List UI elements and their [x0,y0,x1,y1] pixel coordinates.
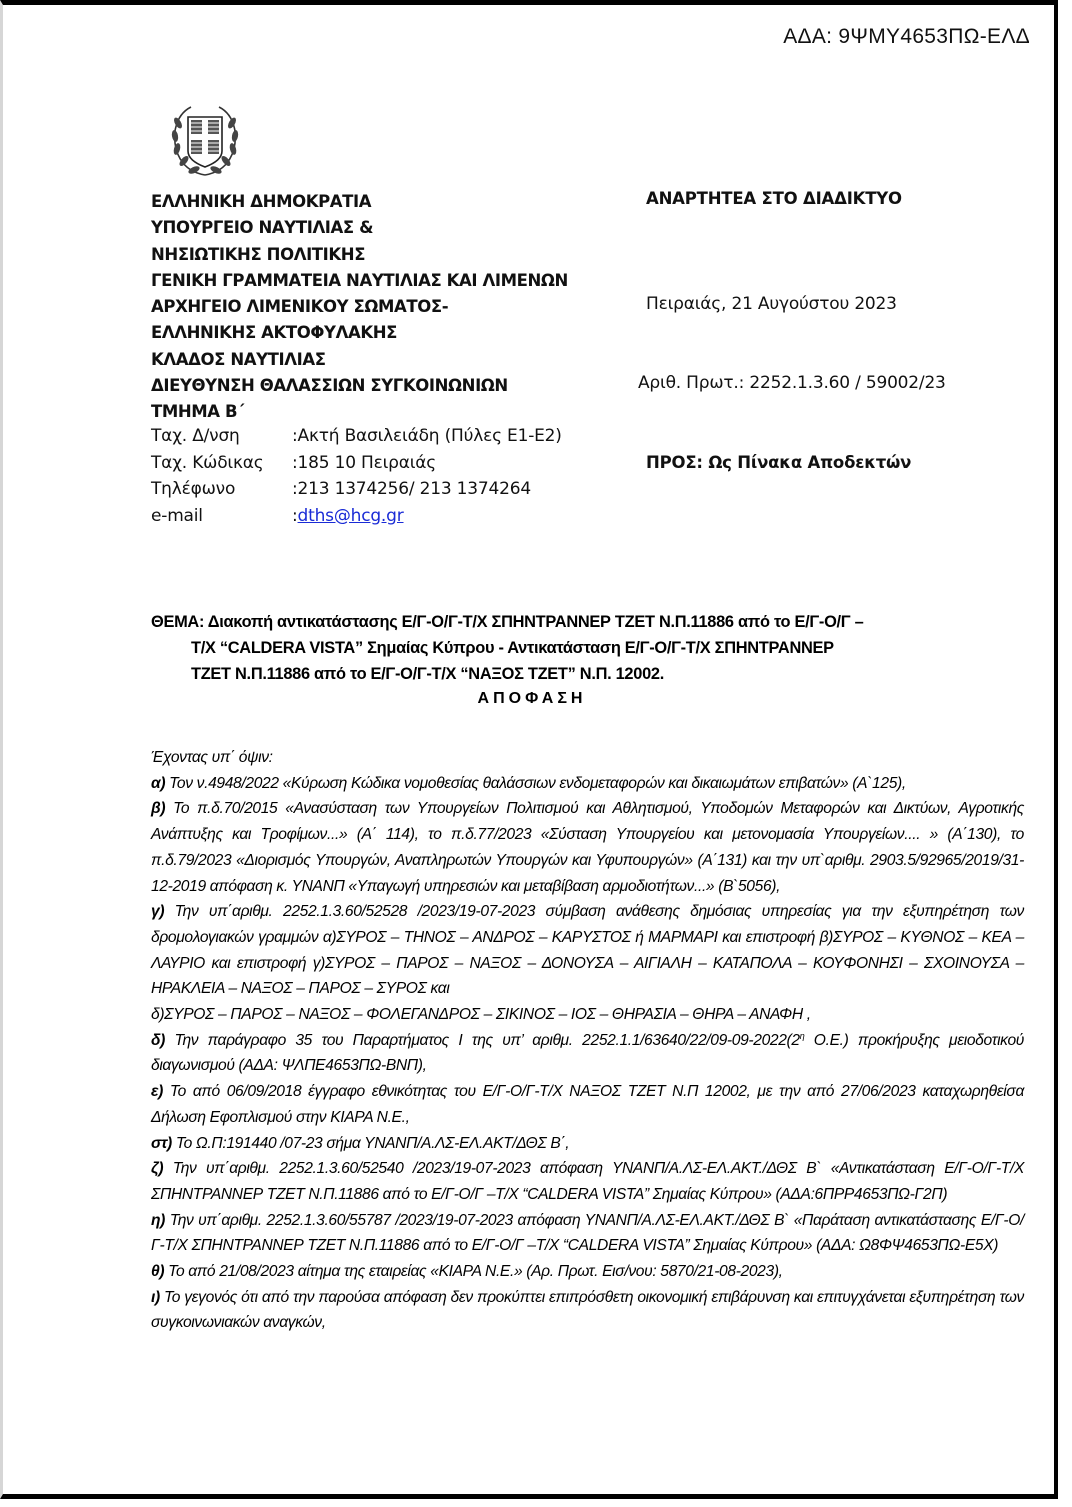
item-text: Τον ν.4948/2022 «Κύρωση Κώδικα νομοθεσίας θαλάσσιων ενδομεταφορών και δικαιωμάτων επιβατών» (Α`125), [165,774,906,792]
item-text: Ο.Ε.) προκήρυξης μειοδοτικού διαγωνισμού (ΑΔΑ: ΨΛΠΕ4653ΠΩ-ΒΝΠ), [151,1031,1024,1075]
item-text: Το από 06/09/2018 έγγραφο εθνικότητας του Ε/Γ-Ο/Γ-Τ/Χ ΝΑΞΟΣ ΤΖΕΤ Ν.Π 12002, με την από 27/06/2023 καταχωρηθείσα Δήλωση Εφοπλισμού στην ΚΙΑΡΑ Ν.Ε., [151,1083,1024,1126]
postal-label: Ταχ. Κώδικας [151,452,264,473]
sender-line: ΝΗΣΙΩΤΙΚΗΣ ΠΟΛΙΤΙΚΗΣ [151,244,366,264]
consideration-item [151,1079,1024,1130]
item-text: Την υπ΄αριθμ. 2252.1.3.60/55787 /2023/19-07-2023 απόφαση ΥΝΑΝΠ/Α.ΛΣ-ΕΛ.ΑΚΤ./ΔΘΣ Β` «Παράταση αντικατάστασης Ε/Γ-Ο/Γ-Τ/Χ ΣΠΗΝΤΡΑΝΝΕΡ ΤΖΕΤ Ν.Π.11886 από το Ε/Γ-Ο/Γ –Τ/Χ “CALDERA VISTA” Σημαίας Κύπρου» (ΑΔΑ: Ω8ΦΨ4653ΠΩ-Ε5Χ) [151,1211,1024,1255]
item-text: Το γεγονός ότι από την παρούσα απόφαση δεν προκύπτει επιπρόσθετη οικονομική επιβάρυνση και επιτυγχάνεται εξυπηρέτηση των συγκοινωνιακών αναγκών, [151,1288,1024,1332]
consideration-item-continuation: δ)ΣΥΡΟΣ – ΠΑΡΟΣ – ΝΑΞΟΣ – ΦΟΛΕΓΑΝΔΡΟΣ – ΣΙΚΙΝΟΣ – ΙΟΣ – ΘΗΡΑΣΙΑ – ΘΗΡΑ – ΑΝΑΦΗ , [151,1006,811,1024]
item-text: Το από 21/08/2023 αίτημα της εταιρείας «ΚΙΑΡΑ Ν.Ε.» (Αρ. Πρωτ. Εισ/νου: 5870/21-08-2023), [164,1263,783,1281]
item-marker: θ) [151,1263,165,1281]
item-text: Το π.δ.70/2015 «Ανασύσταση των Υπουργείων Πολιτισμού και Αθλητισμού, Υποδομών Μεταφορών και Δικτύων, Αγροτικής Ανάπτυξης και Τροφίμων...» (Α΄ 114), το π.δ.77/2023 «Σύσταση Υπουργείου και μετονομασία Υπουργείων.... » (Α΄130), το π.δ.79/2023 «Διορισμός Υπουργών, Αναπληρωτών Υπουργών και Υφυπουργών» (Α΄131) και την υπ`αριθμ. 2903.5/92965/2019/31-12-2019 απόφαση κ. ΥΝΑΝΠ «Υπαγωγή υπηρεσιών και μεταβίβαση αρμοδιοτήτων...» (Β`5056), [151,800,1024,895]
address-row [151,423,562,450]
item-marker: ε) [151,1083,163,1101]
decision-title: ΑΠΟΦΑΣΗ [477,690,587,707]
sender-line: ΕΛΛΗΝΙΚΗΣ ΑΚΤΟΦΥΛΑΚΗΣ [151,323,397,343]
document-date: Πειραιάς, 21 Αυγούστου 2023 [646,294,897,314]
contact-block [151,423,562,529]
subject-line: ΘΕΜΑ: Διακοπή αντικατάστασης Ε/Γ-Ο/Γ-Τ/Χ ΣΠΗΝΤΡΑΝΝΕΡ ΤΖΕΤ Ν.Π.11886 από το Ε/Γ-Ο/Γ – [151,613,864,631]
item-text: Την υπ΄αριθμ. 2252.1.3.60/52540 /2023/19-07-2023 απόφαση ΥΝΑΝΠ/Α.ΛΣ-ΕΛ.ΑΚΤ./ΔΘΣ Β` «Αντικατάσταση Ε/Γ-Ο/Γ-Τ/Χ ΣΠΗΝΤΡΑΝΝΕΡ ΤΖΕΤ Ν.Π.11886 από το Ε/Γ-Ο/Γ –Τ/Χ “CALDERA VISTA” Σημαίας Κύπρου» (ΑΔΑ:6ΠΡΡ4653ΠΩ-Γ2Π) [151,1160,1024,1203]
item-marker: δ) [151,1031,166,1049]
consideration-item [151,1208,1024,1259]
item-text: Την υπ΄αριθμ. 2252.1.3.60/52528 /2023/19-07-2023 σύμβαση ανάθεσης δημόσιας υπηρεσίας για την εξυπηρέτηση των δρομολογιακών γραμμών α)ΣΥΡΟΣ – ΤΗΝΟΣ – ΑΝΔΡΟΣ – ΚΑΡΥΣΤΟΣ ή ΜΑΡΜΑΡΙ και επιστροφή β)ΣΥΡΟΣ – ΚΥΘΝΟΣ – ΚΕΑ – ΛΑΥΡΙΟ και επιστροφή γ)ΣΥΡΟΣ – ΠΑΡΟΣ – ΝΑΞΟΣ – ΔΟΝΟΥΣΑ – ΑΙΓΙΑΛΗ – ΚΑΤΑΠΟΛΑ – ΚΟΥΦΟΝΗΣΙ – ΣΧΟΙΝΟΥΣΑ – ΗΡΑΚΛΕΙΑ – ΝΑΞΟΣ – ΠΑΡΟΣ – ΣΥΡΟΣ και [151,903,1024,998]
phone-label: Τηλέφωνο [151,479,236,499]
sender-line: ΕΛΛΗΝΙΚΗ ΔΗΜΟΚΡΑΤΙΑ [151,192,372,211]
item-marker: γ) [151,903,165,921]
sender-line: ΑΡΧΗΓΕΙΟ ΛΙΜΕΝΙΚΟΥ ΣΩΜΑΤΟΣ- [151,297,449,317]
greek-coat-of-arms-icon [169,101,241,181]
consideration-item [151,1156,1024,1207]
sender-line: ΚΛΑΔΟΣ ΝΑΥΤΙΛΙΑΣ [151,349,326,369]
recipients: ΠΡΟΣ: Ως Πίνακα Αποδεκτών [646,453,912,472]
consideration-item [151,1285,1024,1336]
posted-online-notice: ΑΝΑΡΤΗΤΕΑ ΣΤΟ ΔΙΑΔΙΚΤΥΟ [646,189,902,208]
sender-line: ΥΠΟΥΡΓΕΙΟ ΝΑΥΤΙΛΙΑΣ & [151,218,374,238]
address-value: :Ακτή Βασιλειάδη (Πύλες Ε1-Ε2) [292,426,562,446]
item-text: Την παράγραφο 35 του Παραρτήματος Ι της υπ’ αριθμ. 2252.1.1/63640/22/09-09-2022(2 [165,1031,800,1049]
consideration-item [151,796,1024,899]
phone-row [151,476,562,503]
consideration-item [151,1131,1024,1157]
email-prefix: : [292,505,298,526]
item-marker: ι) [151,1288,160,1306]
considerations-body [151,745,1024,1336]
item-marker: ζ) [151,1160,164,1178]
subject-line: ΤΖΕΤ Ν.Π.11886 από το Ε/Γ-Ο/Γ-Τ/Χ “ΝΑΞΟΣ ΤΖΕΤ” Ν.Π. 12002. [191,665,664,683]
subject-block [151,609,1025,687]
consideration-item [151,771,1024,797]
email-label: e-mail [151,505,203,526]
email-link[interactable]: dths@hcg.gr [297,505,404,526]
email-row [151,503,562,530]
consideration-item [151,1028,1024,1079]
sender-line: ΔΙΕΥΘΥΝΣΗ ΘΑΛΑΣΣΙΩΝ ΣΥΓΚΟΙΝΩΝΙΩΝ [151,376,508,396]
sender-line: ΤΜΗΜΑ Β΄ [151,402,245,422]
subject-line: Τ/Χ “CALDERA VISTA” Σημαίας Κύπρου - Αντικατάσταση Ε/Γ-Ο/Γ-Τ/Χ ΣΠΗΝΤΡΑΝΝΕΡ [191,639,834,657]
item-marker: στ) [151,1134,172,1152]
item-superscript: η [799,1030,805,1041]
consideration-item [151,1259,1024,1285]
item-marker: β) [151,800,166,818]
postal-value: :185 10 Πειραιάς [292,452,437,473]
protocol-number: Αριθ. Πρωτ.: 2252.1.3.60 / 59002/23 [638,373,946,393]
item-marker: η) [151,1211,166,1229]
sender-block [151,189,621,426]
consideration-item [151,899,1024,1002]
sender-line: ΓΕΝΙΚΗ ΓΡΑΜΜΑΤΕΙΑ ΝΑΥΤΙΛΙΑΣ ΚΑΙ ΛΙΜΕΝΩΝ [151,270,568,290]
item-marker: α) [151,774,166,792]
address-label: Ταχ. Δ/νση [151,426,240,446]
phone-value: :213 1374256/ 213 1374264 [292,479,531,499]
ada-code: ΑΔΑ: 9ΨΜΥ4653ΠΩ-ΕΛΔ [783,25,1030,48]
considerations-intro: Έχοντας υπ΄ όψιν: [151,749,273,766]
item-text: Το Ω.Π:191440 /07-23 σήμα ΥΝΑΝΠ/Α.ΛΣ-ΕΛ.ΑΚΤ/ΔΘΣ Β΄, [171,1134,570,1152]
postal-row [151,450,562,477]
